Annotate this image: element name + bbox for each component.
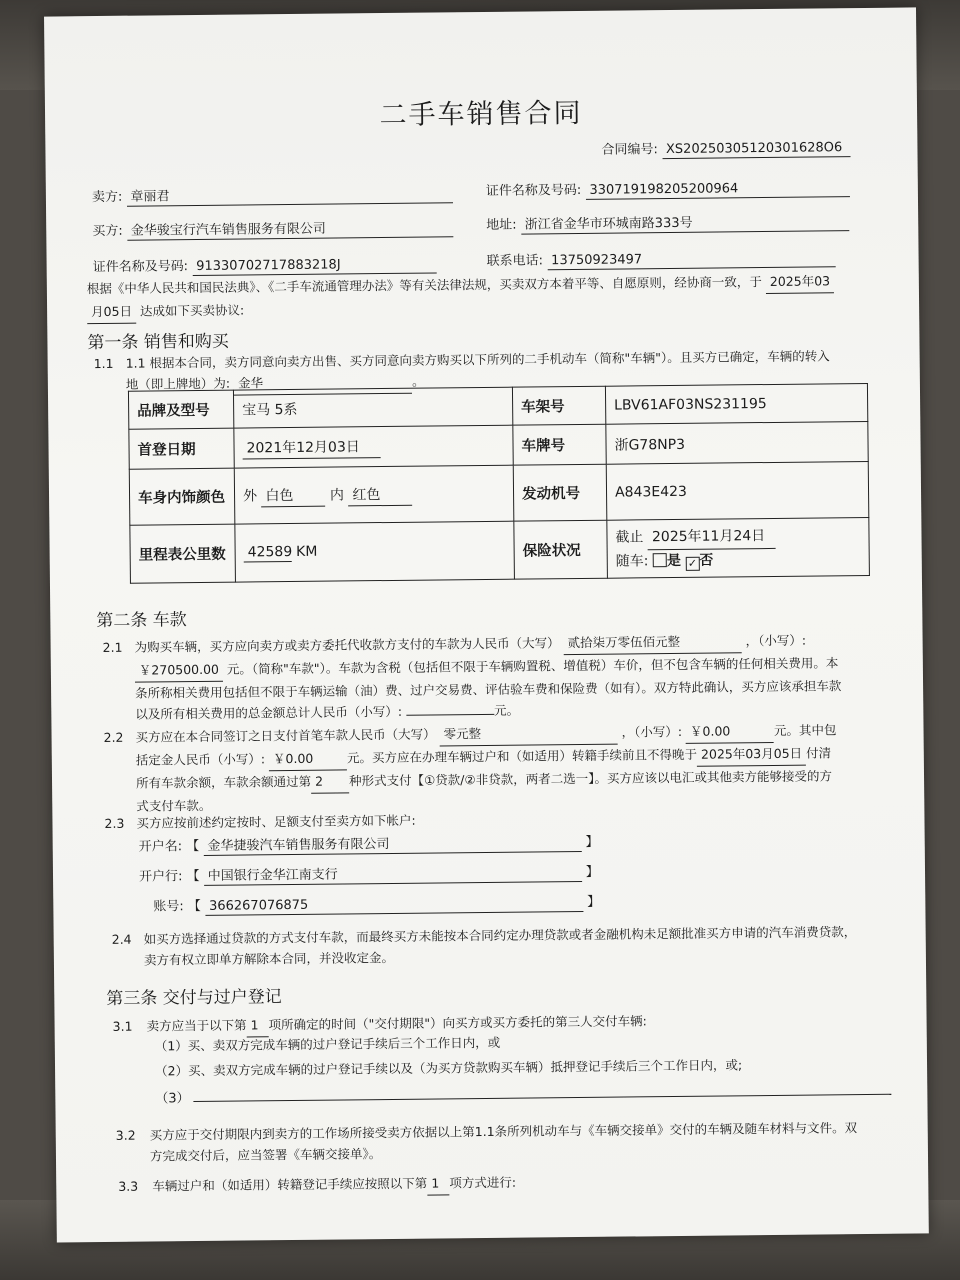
clause-3-1-text-a: 卖方应当于以下第 — [146, 1017, 247, 1034]
clause-3-3 — [152, 1172, 516, 1199]
yes-label: 是 — [666, 552, 682, 569]
clause-2-2-text-d: 式支付车款。 — [136, 797, 212, 814]
bank-left-bracket: 【 — [186, 868, 200, 885]
plate-label: 车牌号 — [513, 424, 606, 465]
engine-value: A843E423 — [606, 461, 869, 520]
first-payment-amount: ￥0.00 — [686, 720, 774, 744]
brand-value: 宝马 5系 — [233, 387, 512, 428]
section-2-heading: 第二条 车款 — [96, 610, 187, 632]
color-cell — [234, 465, 514, 524]
account-number-left-bracket: 【 — [187, 898, 201, 915]
account-number-label: 账号: — [153, 899, 184, 915]
insurance-cell — [607, 517, 870, 578]
reg-date-value: 2021年12月03日 — [242, 436, 380, 459]
address-value: 浙江省金华市环城南路333号 — [521, 210, 849, 234]
preamble — [87, 270, 887, 324]
preamble-date-part1: 2025年03 — [766, 270, 834, 294]
vehicle-info-table — [128, 383, 870, 584]
insurance-until-value: 2025年11月24日 — [648, 524, 776, 549]
price-capital: 贰拾柒万零伍佰元整 — [563, 630, 741, 655]
preamble-date-part2: 月05日 — [87, 301, 136, 325]
total-yuan: 元。 — [493, 702, 520, 718]
buyer-label: 买方: — [92, 223, 123, 240]
clause-2-3-text: 买方应按前述约定按时、足额支付至卖方如下帐户: — [136, 812, 416, 831]
buyer-id-label: 证件名称及号码: — [92, 259, 189, 276]
address-label: 地址: — [486, 217, 517, 233]
mileage-label: 里程表公里数 — [130, 524, 236, 583]
first-payment-small-label: ，（小写）: — [621, 723, 683, 740]
clause-1-1-end: 。 — [411, 373, 425, 389]
clause-2-1 — [135, 629, 896, 725]
clause-3-1-text-a2: 项所确定的时间（"交付期限"）向买方或买方委托的第三人交付车辆: — [268, 1013, 647, 1033]
clause-2-2-text-a: 买方应在本合同签订之日支付首笔车款人民币（大写） — [135, 726, 436, 745]
with-car-label: 随车: — [615, 552, 649, 570]
clause-2-1-text-b: 元。（简称"车款"）。车款为含税（包括但不限于车辆购置税、增值税）车价，但不包含车辆的任何相关费用。本 — [226, 655, 839, 677]
mileage-cell — [235, 521, 515, 582]
reg-date-label: 首登日期 — [129, 428, 234, 469]
clause-2-2-text-b: 括定金人民币（小写）: — [135, 751, 266, 768]
account-name-value: 金华捷骏汽车销售服务有限公司 — [203, 831, 581, 856]
mileage-value: 42589 — [244, 544, 292, 563]
seller-label: 卖方: — [91, 189, 123, 206]
phone-label: 联系电话: — [486, 253, 544, 269]
total-amount-blank — [406, 713, 494, 716]
clause-2-2-text-c2: 种形式支付【①贷款/②非贷款，两者二选一】。买方应该以电汇或其他卖方能够接受的方 — [348, 768, 833, 789]
clause-2-2-text-b2: 元。买方应在办理车辆过户和（如适用）转籍手续前且不得晚于 — [346, 746, 698, 766]
frame-label: 车架号 — [512, 386, 605, 425]
clause-2-2-text-b3: 付清 — [806, 745, 832, 761]
buyer-value: 金华骏宝行汽车销售服务有限公司 — [127, 216, 453, 240]
seller-id-label: 证件名称及号码: — [485, 182, 582, 199]
preamble-end: 达成如下买卖协议: — [139, 302, 245, 319]
clause-2-2-text-c: 所有车款余额，车款余额通过第 — [135, 773, 312, 791]
option-3-blank — [194, 1093, 892, 1102]
outer-color-label: 外 — [242, 487, 258, 505]
outer-color-value: 白色 — [261, 484, 325, 507]
no-checkbox[interactable]: ✓ — [685, 556, 699, 570]
seller-row — [92, 182, 453, 207]
contract-number-row — [601, 136, 850, 160]
clause-2-1-text-d: 以及所有相关费用的总金额总计人民币（小写）: — [135, 703, 403, 722]
buyer-id-value: 91330702717883218J — [192, 256, 436, 276]
clause-3-2-text-b: 方完成交付后，应当签署《车辆交接单》。 — [149, 1146, 382, 1164]
clause-3-2-number: 3.2 — [115, 1127, 136, 1143]
account-name-left-bracket: 【 — [186, 838, 200, 855]
seller-value: 章丽君 — [126, 182, 452, 206]
clause-2-3-number: 2.3 — [104, 815, 125, 831]
clause-1-1-number: 1.1 — [93, 355, 114, 372]
contract-number-label: 合同编号: — [601, 142, 658, 158]
buyer-row — [92, 216, 453, 241]
contract-page — [44, 7, 929, 1242]
clause-2-1-number: 2.1 — [102, 639, 123, 655]
account-number-value: 366267076875 — [205, 895, 583, 916]
clause-2-2 — [135, 719, 896, 817]
clause-2-4-number: 2.4 — [111, 931, 132, 947]
phone-value: 13750923497 — [547, 250, 835, 270]
phone-row — [486, 246, 835, 271]
yes-checkbox[interactable] — [653, 553, 667, 567]
inner-color-value: 红色 — [348, 483, 412, 506]
clause-3-2 — [150, 1117, 910, 1167]
bank-label: 开户行: — [138, 869, 183, 885]
inner-color-label: 内 — [329, 486, 345, 504]
account-number-right-bracket: 】 — [587, 894, 601, 910]
section-3-heading: 第三条 交付与过户登记 — [106, 987, 282, 1009]
clause-2-2-text-a2: 元。其中包 — [773, 722, 837, 738]
price-amount: ￥270500.00 — [135, 659, 223, 683]
clause-3-1-number: 3.1 — [112, 1018, 133, 1034]
option-1: （1）买、卖双方完成车辆的过户登记手续后三个工作日内，或 — [154, 1034, 501, 1054]
option-2: （2）买、卖双方完成车辆的过户登记手续以及（为买方贷款购买车辆）抵押登记手续后三个工作日内，或; — [154, 1057, 743, 1079]
contract-number-value: XS20250305120301628O6 — [662, 140, 850, 159]
contract-title: 二手车销售合同 — [379, 97, 583, 132]
clause-3-3-text-a2: 项方式进行: — [449, 1174, 517, 1191]
plate-value: 浙G78NP3 — [606, 421, 868, 464]
clause-2-1-text-a: 为购买车辆，买方应向卖方或卖方委托代收款方支付的车款为人民币（大写） — [134, 635, 560, 655]
option-3-row — [155, 1080, 892, 1107]
mileage-unit: KM — [296, 543, 318, 560]
clause-2-4 — [144, 921, 904, 971]
insurance-label: 保险状况 — [514, 520, 608, 579]
section-1-heading: 第一条 销售和购买 — [87, 331, 229, 354]
payment-deadline: 2025年03月05日 — [697, 743, 806, 767]
deposit-amount: ￥0.00 — [269, 747, 347, 771]
clause-2-1-text-c: 条所称相关费用包括但不限于车辆运输（油）费、过户交易费、评估验车费和保险费（如有）。双方特此确认，买方应该承担车款 — [135, 678, 842, 701]
engine-label: 发动机号 — [513, 464, 607, 521]
account-name-right-bracket: 】 — [585, 834, 599, 850]
clause-3-3-number: 3.3 — [118, 1178, 139, 1194]
clause-3-2-text-a: 买方应于交付期限内到卖方的工作场所接受卖方依据以上第1.1条所列机动车与《车辆交接单》交付的车辆及随车材料与文件。双 — [149, 1120, 858, 1143]
price-small-label: ，（小写）: — [745, 632, 807, 649]
transfer-option: 1 — [427, 1172, 449, 1195]
option-3-label: （3） — [155, 1091, 190, 1107]
bank-row — [139, 861, 599, 887]
clause-3-3-text-a: 车辆过户和（如适用）转籍登记手续应按照以下第 — [152, 1175, 428, 1194]
account-name-label: 开户名: — [138, 839, 183, 855]
address-row — [486, 210, 849, 235]
frame-value: LBV61AF03NS231195 — [605, 383, 867, 424]
seller-id-value: 330719198205200964 — [585, 180, 849, 200]
bank-right-bracket: 】 — [585, 864, 599, 880]
clause-2-2-number: 2.2 — [103, 729, 124, 745]
bank-value: 中国银行金华江南支行 — [204, 861, 582, 886]
account-name-row — [139, 831, 599, 857]
color-label: 车身内饰颜色 — [129, 468, 235, 525]
insurance-until-label: 截止 — [615, 528, 644, 546]
first-payment-capital: 零元整 — [439, 722, 617, 747]
delivery-option: 1 — [247, 1014, 269, 1037]
brand-label: 品牌及型号 — [128, 390, 233, 429]
account-number-row — [153, 891, 600, 917]
preamble-text: 根据《中华人民共和国民法典》、《二手车流通管理办法》等有关法律法规，买卖双方本着平等、自愿原则，经协商一致，于 — [86, 274, 762, 297]
payment-method: 2 — [311, 770, 349, 793]
clause-1-1-text: 1.1 根据本合同，卖方同意向卖方出售、买方同意向卖方购买以下所列的二手机动车（简称"车辆"）。且买方已确定，车辆的转入 — [125, 348, 830, 371]
seller-id-row — [486, 176, 850, 201]
no-label: 否 — [699, 552, 714, 569]
clause-1-1-text-b: 地（即上牌地）为: — [125, 375, 231, 392]
clause-2-4-text-a: 如买方选择通过贷款的方式支付车款，而最终买方未能按本合同约定办理贷款或者金融机构未足额批准买方申请的汽车消费贷款， — [143, 924, 857, 947]
clause-2-4-text-b: 卖方有权立即单方解除本合同，并没收定金。 — [143, 949, 394, 968]
transfer-place-value: 金华 — [234, 371, 412, 396]
buyer-id-row — [93, 252, 437, 277]
reg-date-cell — [234, 425, 513, 468]
